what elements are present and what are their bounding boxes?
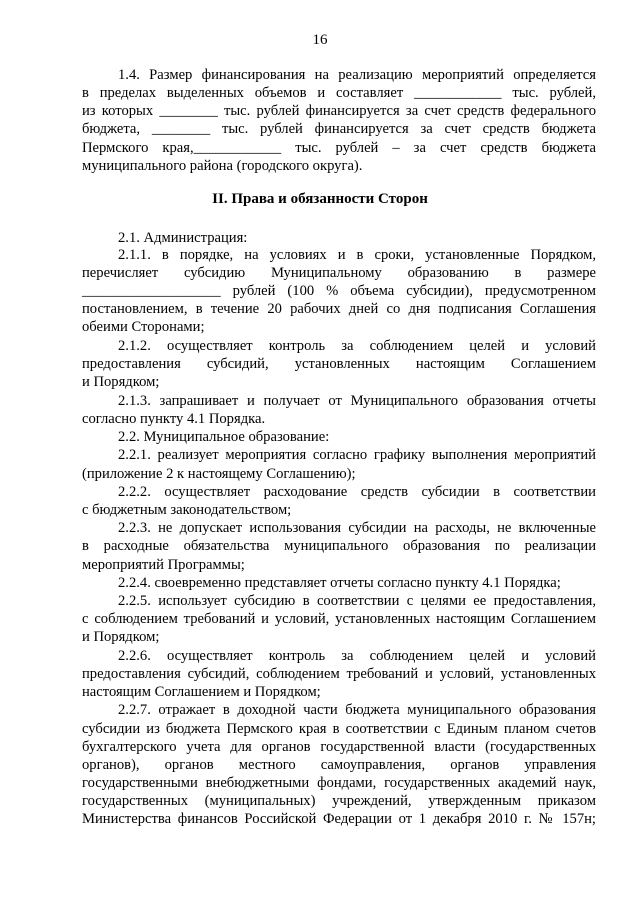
text-line: в расходные обязательства муниципального образования по реализации: [82, 538, 596, 554]
text-line: из которых ________ тыс. рублей финансируется за счет средств федерального: [82, 103, 596, 119]
text-line: 2.2.6. осуществляет контроль за соблюдением целей и условий: [118, 648, 596, 664]
text-line: Министерства финансов Российской Федерации от 1 декабря 2010 г. № 157н;: [82, 811, 596, 827]
text-line: 2.2.2. осуществляет расходование средств субсидии в соответствии: [118, 484, 596, 500]
text-line: 1.4. Размер финансирования на реализацию мероприятий определяется: [118, 67, 596, 83]
text-line: (приложение 2 к настоящему Соглашению);: [82, 466, 356, 482]
text-line: и Порядком;: [82, 374, 160, 390]
text-line: 2.2.3. не допускает использования субсидии на расходы, не включенные: [118, 520, 596, 536]
text-line: настоящим Соглашением и Порядком;: [82, 684, 321, 700]
text-line: предоставления субсидий, соблюдением требований и условий, установленных: [82, 666, 596, 682]
text-line: в пределах выделенных объемов и составляет ____________ тыс. рублей,: [82, 85, 596, 101]
text-line: Пермского края,____________ тыс. рублей – за счет средств бюджета: [82, 140, 596, 156]
text-line: 2.1. Администрация:: [118, 230, 248, 246]
text-line: с соблюдением требований и условий, установленных настоящим Соглашением: [82, 611, 596, 627]
text-line: муниципального района (городского округа).: [82, 158, 363, 174]
text-line: ___________________ рублей (100 % объема субсидии), предусмотренном: [82, 283, 596, 299]
text-line: обеими Сторонами;: [82, 319, 205, 335]
text-line: бюджета, ________ тыс. рублей финансируется за счет средств бюджета: [82, 121, 596, 137]
text-line: бухгалтерского учета для органов государственной власти (государственных: [82, 739, 596, 755]
text-line: с бюджетным законодательством;: [82, 502, 292, 518]
text-line: и Порядком;: [82, 629, 160, 645]
text-line: 2.2.5. использует субсидию в соответствии с целями ее предоставления,: [118, 593, 596, 609]
text-line: 2.2.1. реализует мероприятия согласно графику выполнения мероприятий: [118, 447, 596, 463]
text-line: постановлением, в течение 20 рабочих дней со дня подписания Соглашения: [82, 301, 596, 317]
text-line: государственными внебюджетными фондами, государственных академий наук,: [82, 775, 596, 791]
text-line: государственных (муниципальных) учреждений, утвержденным приказом: [82, 793, 596, 809]
text-line: мероприятий Программы;: [82, 557, 245, 573]
text-line: предоставления субсидий, установленных настоящим Соглашением: [82, 356, 596, 372]
text-line: органов), органов местного самоуправления, органов управления: [82, 757, 596, 773]
text-line: 2.2.7. отражает в доходной части бюджета муниципального образования: [118, 702, 596, 718]
text-line: 2.1.2. осуществляет контроль за соблюдением целей и условий: [118, 338, 596, 354]
text-line: 2.1.3. запрашивает и получает от Муниципального образования отчеты: [118, 393, 596, 409]
text-line: 2.2. Муниципальное образование:: [118, 429, 330, 445]
text-line: 2.1.1. в порядке, на условиях и в сроки, установленные Порядком,: [118, 247, 596, 263]
section-heading: II. Права и обязанности Сторон: [212, 191, 428, 207]
text-line: субсидии из бюджета Пермского края в соответствии с Единым планом счетов: [82, 721, 596, 737]
text-line: согласно пункту 4.1 Порядка.: [82, 411, 266, 427]
text-line: 2.2.4. своевременно представляет отчеты согласно пункту 4.1 Порядка;: [118, 575, 561, 591]
text-line: перечисляет субсидию Муниципальному образованию в размере: [82, 265, 596, 281]
page-number: 16: [312, 32, 328, 48]
